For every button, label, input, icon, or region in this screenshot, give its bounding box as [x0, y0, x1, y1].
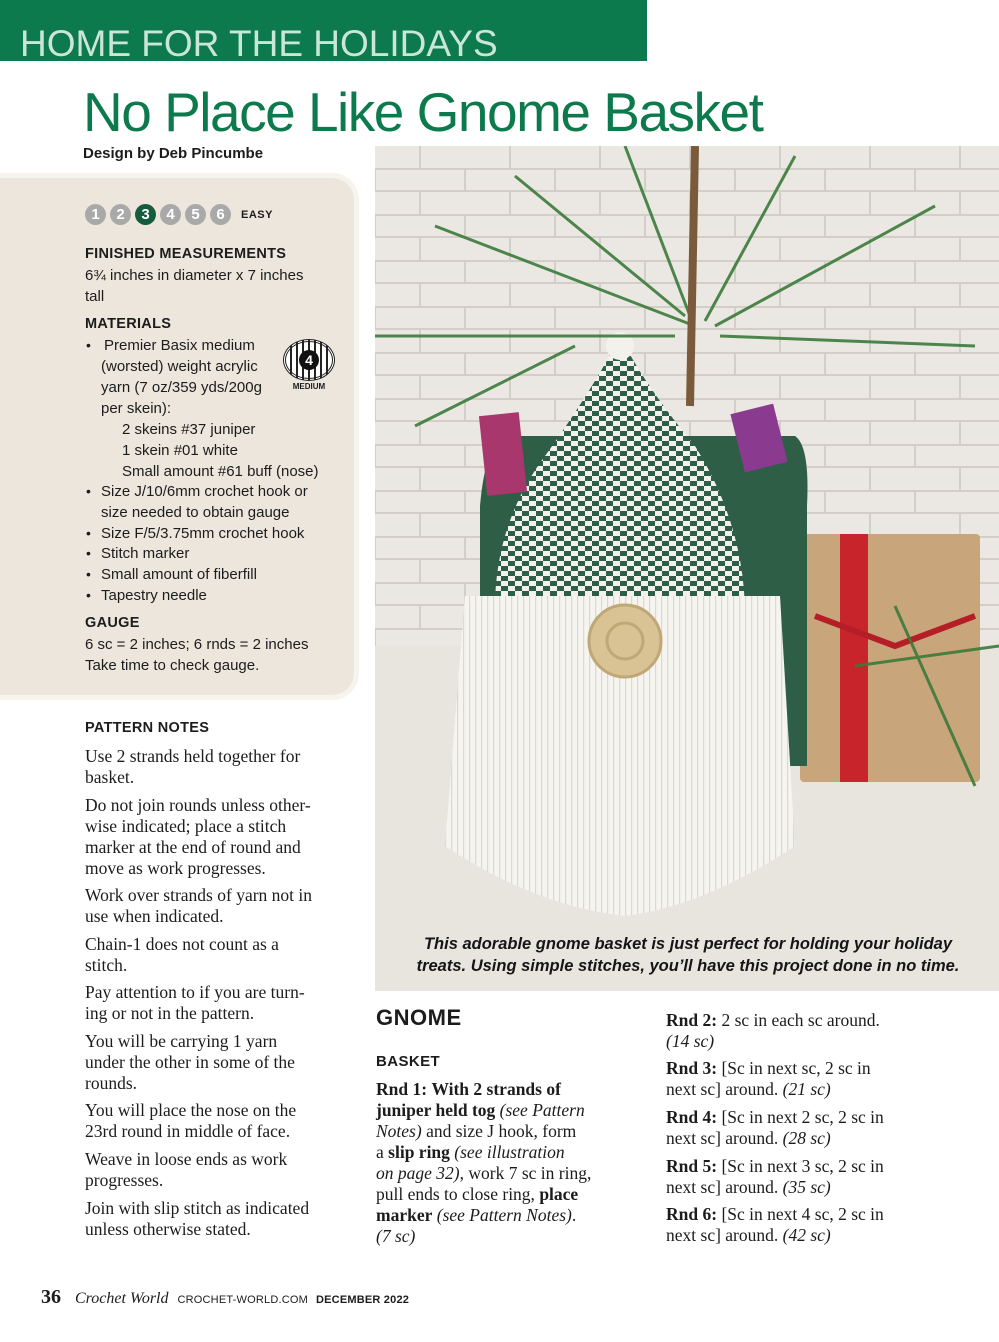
- yarn-weight-number: 4: [299, 350, 319, 370]
- rnd-text: [Sc in next 2 sc, 2 sc in: [721, 1107, 884, 1127]
- rnd1-italic: on page 32): [376, 1163, 460, 1183]
- note-line: You will be carrying 1 yarn: [85, 1031, 278, 1051]
- rnd6-line: [666, 1225, 831, 1246]
- skill-level-5: 5: [185, 204, 206, 225]
- rnd1-count: (7 sc): [376, 1226, 416, 1246]
- rnd1-italic: Notes): [376, 1121, 422, 1141]
- finished-line: tall: [85, 288, 105, 305]
- rnd3-line: [666, 1079, 831, 1100]
- rnd1-bold: marker: [376, 1205, 433, 1225]
- rnd1-line: [376, 1100, 585, 1121]
- skill-label: EASY: [241, 208, 273, 221]
- rnd-count: (42 sc): [782, 1225, 831, 1245]
- rnd4-line: [666, 1107, 884, 1128]
- rnd2-line: [666, 1031, 714, 1052]
- materials-heading: MATERIALS: [85, 316, 172, 332]
- website: CROCHET-WORLD.COM: [177, 1294, 308, 1306]
- material-line: size needed to obtain gauge: [101, 504, 290, 521]
- bullet: •: [86, 566, 91, 582]
- rnd1-italic: (see Pattern Notes): [436, 1205, 572, 1225]
- rnd-text: next sc] around.: [666, 1225, 779, 1245]
- rnd-label: Rnd 3:: [666, 1058, 718, 1078]
- yarn-weight-symbol: [283, 339, 335, 391]
- rnd2-line: [666, 1010, 880, 1031]
- rnd1-label: Rnd 1:: [376, 1079, 428, 1099]
- rnd6-line: [666, 1204, 884, 1225]
- page-footer: [41, 1286, 409, 1309]
- material-line: Size J/10/6mm crochet hook or: [101, 483, 308, 500]
- rnd1-bold: juniper held tog: [376, 1100, 496, 1120]
- rnd1-line: [376, 1226, 415, 1247]
- note-line: ing or not in the pattern.: [85, 1003, 255, 1023]
- gnome-heading: GNOME: [376, 1005, 462, 1030]
- section-title: HOME FOR THE HOLIDAYS: [20, 23, 498, 64]
- rnd1-line: [376, 1184, 578, 1205]
- note-line: Use 2 strands held together for: [85, 746, 301, 766]
- basket-heading: BASKET: [376, 1053, 441, 1070]
- rnd-text: [Sc in next 4 sc, 2 sc in: [721, 1204, 884, 1224]
- skill-level-2: 2: [110, 204, 131, 225]
- rnd-text: [Sc in next 3 sc, 2 sc in: [721, 1156, 884, 1176]
- gauge-line: Take time to check gauge.: [85, 657, 260, 674]
- note-line: marker at the end of round and: [85, 837, 301, 857]
- rnd1-line: [376, 1205, 576, 1226]
- note-line: use when indicated.: [85, 906, 224, 926]
- photo-caption: [383, 933, 993, 977]
- note-line: basket.: [85, 767, 135, 787]
- material-line: Tapestry needle: [101, 587, 207, 604]
- material-line: per skein):: [101, 400, 172, 417]
- page-number: 36: [41, 1286, 61, 1308]
- material-line: (worsted) weight acrylic: [101, 358, 258, 375]
- gauge-heading: GAUGE: [85, 615, 140, 631]
- rnd-label: Rnd 6:: [666, 1204, 718, 1224]
- rnd1-text: .: [571, 1205, 577, 1225]
- rnd1-italic: (see Pattern: [499, 1100, 585, 1120]
- magazine-name: Crochet World: [75, 1290, 169, 1307]
- rnd1-bold: place: [539, 1184, 579, 1204]
- rnd5-line: [666, 1177, 831, 1198]
- material-line: 2 skeins #37 juniper: [122, 421, 256, 438]
- rnd-text: next sc] around.: [666, 1128, 779, 1148]
- yarn-weight-label: MEDIUM: [292, 382, 326, 391]
- byline: Design by Deb Pincumbe: [83, 145, 264, 162]
- bullet: •: [86, 483, 91, 499]
- rnd-count: (14 sc): [666, 1031, 715, 1051]
- rnd-count: (21 sc): [782, 1079, 831, 1099]
- rnd-count: (35 sc): [782, 1177, 831, 1197]
- rnd1-line: [376, 1142, 565, 1163]
- bullet: •: [86, 545, 91, 561]
- caption-line: treats. Using simple stitches, you’ll have this project done in no time.: [416, 957, 960, 975]
- rnd-label: Rnd 4:: [666, 1107, 718, 1127]
- material-line: Small amount of fiberfill: [101, 566, 257, 583]
- skill-level: [85, 204, 273, 225]
- rnd5-line: [666, 1156, 884, 1177]
- material-line: yarn (7 oz/359 yds/200g: [101, 379, 262, 396]
- note-line: Work over strands of yarn not in: [85, 885, 313, 905]
- note-line: Weave in loose ends as work: [85, 1149, 288, 1169]
- finished-heading: FINISHED MEASUREMENTS: [85, 246, 287, 262]
- rnd1-bold: With 2 strands of: [431, 1079, 561, 1099]
- material-line: Small amount #61 buff (nose): [122, 463, 319, 480]
- rnd1-italic: (see illustration: [454, 1142, 565, 1162]
- skill-level-1: 1: [85, 204, 106, 225]
- note-line: under the other in some of the: [85, 1052, 295, 1072]
- page-title: No Place Like Gnome Basket: [83, 81, 763, 143]
- note-line: Do not join rounds unless other-: [85, 795, 311, 815]
- rnd-text: 2 sc in each sc around.: [721, 1010, 880, 1030]
- bullet: •: [86, 587, 91, 603]
- rnd1-line: [376, 1079, 561, 1100]
- note-line: wise indicated; place a stitch: [85, 816, 287, 836]
- skill-level-6: 6: [210, 204, 231, 225]
- rnd3-line: [666, 1058, 871, 1079]
- material-line: 1 skein #01 white: [122, 442, 238, 459]
- bullet: •: [86, 337, 91, 353]
- rnd-text: next sc] around.: [666, 1177, 779, 1197]
- note-line: move as work progresses.: [85, 858, 266, 878]
- note-line: unless otherwise stated.: [85, 1219, 251, 1239]
- note-line: You will place the nose on the: [85, 1100, 297, 1120]
- rnd1-line: [376, 1163, 591, 1184]
- material-line: Premier Basix medium: [104, 337, 255, 354]
- note-line: Chain-1 does not count as a: [85, 934, 279, 954]
- yarn-ball-icon: [283, 339, 335, 381]
- rnd-count: (28 sc): [782, 1128, 831, 1148]
- note-line: rounds.: [85, 1073, 138, 1093]
- pattern-notes-heading: PATTERN NOTES: [85, 720, 210, 736]
- material-line: Size F/5/3.75mm crochet hook: [101, 525, 305, 542]
- skill-level-4: 4: [160, 204, 181, 225]
- rnd-text: [Sc in next sc, 2 sc in: [721, 1058, 871, 1078]
- rnd1-text: and size J hook, form: [426, 1121, 577, 1141]
- caption-line: This adorable gnome basket is just perfect for holding your holiday: [423, 935, 953, 953]
- rnd-label: Rnd 5:: [666, 1156, 718, 1176]
- issue-date: DECEMBER 2022: [316, 1294, 410, 1306]
- rnd1-bold: slip ring: [388, 1142, 450, 1162]
- rnd1-line: [376, 1121, 576, 1142]
- finished-line: 6¾ inches in diameter x 7 inches: [85, 267, 304, 284]
- skill-level-3-active: 3: [135, 204, 156, 225]
- note-line: progresses.: [85, 1170, 164, 1190]
- rnd-text: next sc] around.: [666, 1079, 779, 1099]
- material-line: Stitch marker: [101, 545, 190, 562]
- note-line: stitch.: [85, 955, 128, 975]
- rnd1-text: pull ends to close ring,: [376, 1184, 535, 1204]
- rnd1-text: a: [376, 1142, 384, 1162]
- note-line: Join with slip stitch as indicated: [85, 1198, 310, 1218]
- bullet: •: [86, 525, 91, 541]
- gnome-basket-photo: [375, 146, 999, 991]
- rnd1-text: , work 7 sc in ring,: [459, 1163, 592, 1183]
- note-line: Pay attention to if you are turn-: [85, 982, 305, 1002]
- rnd-label: Rnd 2:: [666, 1010, 718, 1030]
- note-line: 23rd round in middle of face.: [85, 1121, 291, 1141]
- gauge-line: 6 sc = 2 inches; 6 rnds = 2 inches: [85, 636, 309, 653]
- rnd4-line: [666, 1128, 831, 1149]
